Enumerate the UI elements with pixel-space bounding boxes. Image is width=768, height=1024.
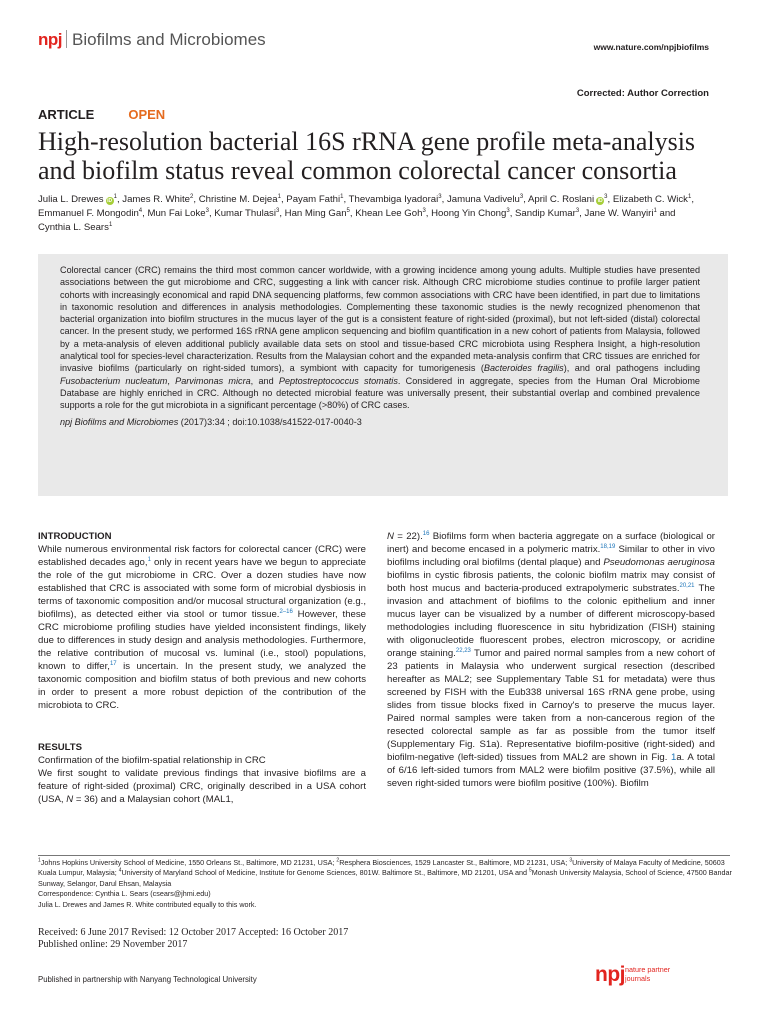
ref-link[interactable]: 17 [109,660,117,667]
correspondence: Correspondence: Cynthia L. Sears (csears@jhmi.edu) [38,889,211,899]
author-name[interactable]: Jamuna Vadivelu$^3$ [446,193,524,205]
results-paragraph-continued: N = 22).$^{16}$ Biofilms form when bacteria aggregate on a surface (biological or inert) and become encased in a polymeric matrix.$^{18,19}$ Similar to other in vivo biofilms including oral biofilms (dental plaque) and Pseudomonas aeruginosa biofilms in cystic fibrosis patients, the colonic biofilm matrix may consist of both host mucus and bacteria-produced extrapolymeric substrates.$^{20,21}$ The invasion and attachment of biofilms to the colonic epithelium and inner mucus layer can be visualized by a number of different microscopy-based methodologies including fluorescence in situ hybridization (FISH) staining with oligonucleotide fluorescent probes, electron microscopy, or acridine orange staining.$^{22,23}$ Tumor and paired normal samples from a new cohort of 23 patients in Malaysia who underwent surgical resection (described hereafter as MAL2; see Supplementary Table S1 for metadata) were thus screened by FISH with the Eub338 universal 16S rRNA gene probe, using slides from tissue blocks fixed in Carnoy's to preserve the mucus layer. Paired normal samples were taken from a non-cancerous region of the resected colorectal sample as far as possible from the tumor itself (Supplementary Fig. S1a). Representative biofilm-positive (right-sided) and biofilm-negative (left-sided) tissues from MAL2 are shown in Fig. 1a. A total of 6/16 left-sided tumors from MAL2 were biofilm positive (37.5%), while all seven right-sided tumors were biofilm positive (100%). Biofilm [387,530,715,789]
article-dates [38,927,348,951]
results-paragraph: We first sought to validate previous findings that invasive biofilms are a feature of right-sided (proximal) CRC, originally described in a USA cohort (USA, N = 36) and a Malaysian cohort (MAL1, [38,768,366,805]
nature-partner-journals-logo [595,963,671,987]
orcid-icon[interactable]: iD [107,198,113,204]
affiliations [38,858,732,910]
author-name[interactable]: Hoong Yin Chong$^3$ [431,207,510,219]
ref-link[interactable]: 22,23 [455,647,471,654]
partnership-note: Published in partnership with Nanyang Technological University [38,975,257,984]
citation-line: npj Biofilms and Microbiomes (2017)3:34 ; doi:10.1038/s41522-017-0040-3 [60,416,362,427]
author-name[interactable]: April C. Roslani $iD^3$ [528,193,608,205]
correction-note[interactable]: Corrected: Author Correction [576,88,709,99]
journal-url[interactable]: www.nature.com/npjbiofilms [593,42,709,52]
author-name[interactable]: James R. White$^2$ [122,193,194,205]
author-name[interactable]: Cynthia L. Sears$^1$ [38,221,113,233]
author-name[interactable]: Julia L. Drewes $iD^1$ [38,193,117,205]
introduction-heading: INTRODUCTION [38,531,112,542]
author-name[interactable]: Thevambiga Iyadorai$^3$ [348,193,442,205]
author-name[interactable]: Han Ming Gan$^5$ [284,207,350,219]
body-column-left [38,530,366,806]
abstract-text: Colorectal cancer (CRC) remains the third most common cancer worldwide, with a growing incidence among young adults. Multiple studies have presented associations between the gut microbiome and CRC, suggesting a link with cancer risk. Although CRC microbiome studies continue to profile larger patient cohorts with increasingly economical and rapid DNA sequencing platforms, few common associations with CRC have been identified, in part due to limitations in taxonomic resolution and differences in analysis methodologies. Complementing these taxonomic studies is the newly recognized phenomenon that bacterial organization into biofilm structures in the mucus layer of the gut is a consistent feature of right-sided (proximal), but not left-sided (distal) colorectal cancer. In the present study, we performed 16S rRNA gene amplicon sequencing and biofilm quantification in a new cohort of patients from Malaysia, followed by a meta-analysis of eleven additional publicly available data sets on stool and tissue-based CRC microbiota using Resphera Insight, a high-resolution analytical tool for species-level characterization. Results from the Malaysian cohort and the expanded meta-analysis confirm that CRC tissues are enriched for invasive biofilms (particularly on right-sided tumors), a symbiont with capacity for tumorigenesis (Bacteroides fragilis), and oral pathogens including Fusobacterium nucleatum, Parvimonas micra, and Peptostreptococcus stomatis. Considered in aggregate, species from the Human Oral Microbiome Database are highly enriched in CRC. Although no detected microbial feature was universally present, their substantial overlap and combined prevalence supports a role for the gut microbiota in a significant percentage (>80%) of CRC cases. [60,265,701,411]
results-heading: RESULTS [38,742,83,753]
ref-link[interactable]: 2–16 [279,608,293,615]
equal-contribution-note: Julia L. Drewes and James R. White contributed equally to this work. [38,899,257,909]
introduction-paragraph: While numerous environmental risk factors for colorectal cancer (CRC) were established decades ago,$^1$ only in recent years have we begun to appreciate the role of the gut microbiome in CRC. Over a dozen studies have now established that CRC is associated with some form of microbial dysbiosis in terms of taxonomic composition and/or mucosal structural organization (e.g., biofilms), as detected either via stool or tumor tissue.$^{2-16}$ However, these CRC microbiome profiling studies have yielded inconsistent findings, likely due to differences in study design and analysis methodologies. Furthermore, the relative contribution of mucosal vs. luminal (i.e., stool) populations, known to differ,$^{17}$ is uncertain. In the present study, we analyzed the taxonomic composition and biofilm status of both previous and new cohorts in order to present a more robust depiction of the contribution of the microbiota to CRC. [38,544,366,711]
author-name[interactable]: Emmanuel F. Mongodin$^4$ [38,207,143,219]
published-date: Published online: 29 November 2017 [38,939,188,950]
body-column-right [387,530,715,790]
ref-link[interactable]: 20,21 [679,582,695,589]
author-name[interactable]: Sandip Kumar$^3$ [515,207,580,219]
ref-link[interactable]: 1 [147,556,151,563]
abstract-box [38,254,728,496]
author-list: Julia L. Drewes $iD^1$, James R. White$^2$, Christine M. Dejea$^1$, Payam Fathi$^1$, Thevambiga Iyadorai$^3$, Jamuna Vadivelu$^3$, April C. Roslani $iD^3$, Elizabeth C. Wick$^1$, Emmanuel F. Mongodin$^4$, Mun Fai Loke$^3$, Kumar Thulasi$^3$, Han Ming Gan$^5$, Khean Lee Goh$^3$, Hoong Yin Chong$^3$, Sandip Kumar$^3$, Jane W. Wanyiri$^1$ and Cynthia L. Sears$^1$ [38,193,694,233]
affiliation-text: $^1$Johns Hopkins University School of Medicine, 1550 Orleans St., Baltimore, MD 21231, USA; $^2$Resphera Biosciences, 1529 Lancaster St., Baltimore, MD 21231, USA; $^3$University of Malaya Faculty of Medicine, 50603 Kuala Lumpur, Malaysia; $^4$University of Maryland School of Medicine, Institute for Genome Sciences, 801W. Baltimore St., Baltimore, MD 21201, USA and $^5$Monash University Malaysia, School of Science, 47500 Bandar Sunway, Selangor, Darul Ehsan, Malaysia [38,857,732,888]
author-name[interactable]: Mun Fai Loke$^3$ [147,207,209,219]
open-access-label: OPEN [128,107,166,122]
author-name[interactable]: Jane W. Wanyiri$^1$ [584,207,657,219]
journal-logo [38,30,266,50]
author-name[interactable]: Kumar Thulasi$^3$ [214,207,280,219]
npj-brand: npj [38,30,62,49]
partner-label: nature partner journals [625,965,671,983]
logo-divider [66,30,67,48]
article-type-row [38,107,165,122]
article-type: ARTICLE [38,107,95,122]
history-dates: Received: 6 June 2017 Revised: 12 October 2017 Accepted: 16 October 2017 [38,927,349,938]
figure-link[interactable]: 1 [670,752,677,763]
doi-link[interactable]: (2017)3:34 ; doi:10.1038/s41522-017-0040-3 [178,416,362,427]
npj-brand-footer: npj [595,963,625,986]
author-name[interactable]: Khean Lee Goh$^3$ [355,207,426,219]
results-subheading: Confirmation of the biofilm-spatial relationship in CRC [38,755,266,766]
author-name[interactable]: Elizabeth C. Wick$^1$ [612,193,692,205]
article-title: High-resolution bacterial 16S rRNA gene profile meta-analysis and biofilm status reveal common colorectal cancer consortia [38,127,696,185]
journal-name: Biofilms and Microbiomes [72,30,266,49]
ref-link[interactable]: 18,19 [600,543,616,550]
author-name[interactable]: Christine M. Dejea$^1$ [198,193,281,205]
ref-link[interactable]: 16 [422,530,430,537]
footnote-divider [38,855,730,856]
orcid-icon[interactable]: iD [597,198,603,204]
author-name[interactable]: Payam Fathi$^1$ [286,193,344,205]
